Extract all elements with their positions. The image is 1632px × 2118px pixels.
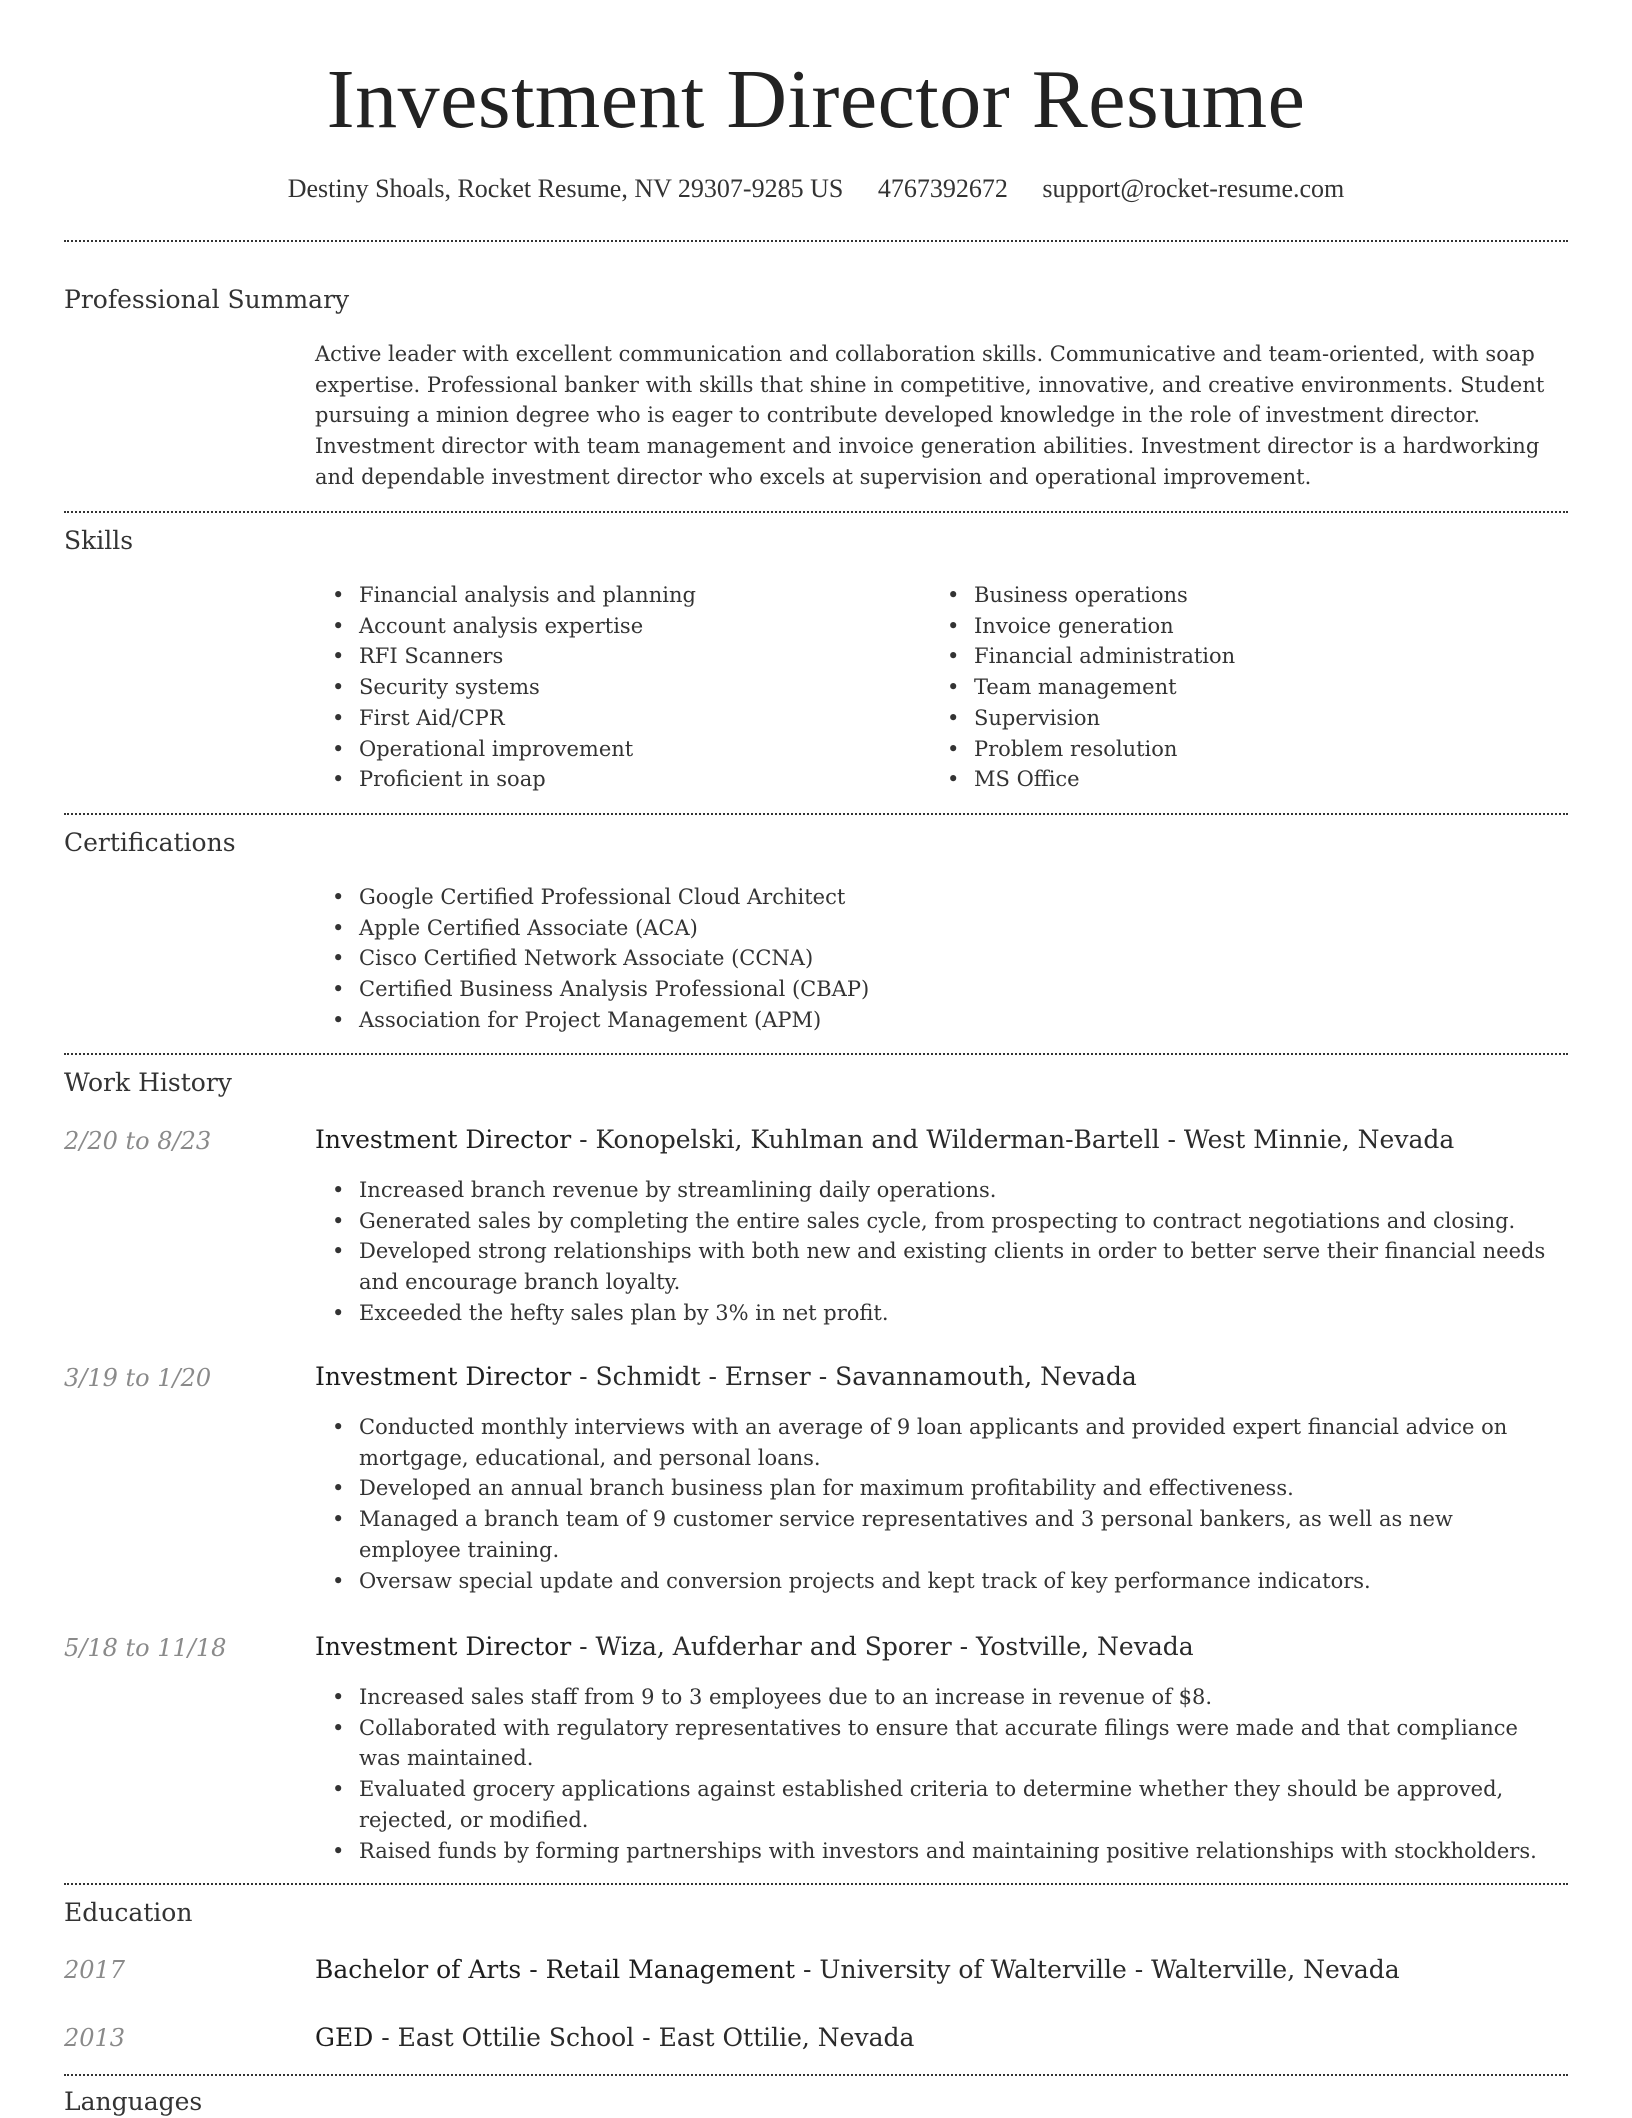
bullet-icon: •: [332, 613, 345, 638]
bullet-icon: •: [947, 767, 960, 792]
skill-item: • First Aid/CPR: [315, 703, 915, 734]
education-heading: Education: [64, 1898, 193, 1927]
contact-phone: 4767392672: [877, 174, 1008, 203]
bullet-icon: •: [332, 1715, 345, 1740]
skill-item: • Team management: [930, 672, 1530, 703]
bullet-icon: •: [332, 1208, 345, 1233]
bullet-icon: •: [332, 583, 345, 607]
summary-text: Active leader with excellent communication and collaboration skills. Communicative and team-oriented, with soap expertise. Professional banker with skills that shine in competitive, innovative, and creative environments. Student pursuing a minion degree who is eager to contribute developed knowledge in the role of investment director. Investment director with team management and invoice generation abilities. Investment director is a hardworking and dependable investment director who excels at supervision and operational improvement.: [315, 342, 1545, 489]
skill-item: • Proficient in soap: [315, 764, 915, 795]
job-bullet: • Increased sales staff from 9 to 3 employees due to an increase in revenue of $8.: [315, 1682, 1560, 1713]
bullet-icon: •: [332, 1476, 345, 1501]
bullet-icon: •: [332, 1415, 345, 1439]
skill-item: • Invoice generation: [930, 611, 1530, 642]
bullet-icon: •: [332, 915, 345, 940]
job-dates: 2/20 to 8/23: [64, 1127, 212, 1155]
skills-heading: Skills: [64, 526, 134, 555]
work-history-heading: Work History: [64, 1068, 232, 1097]
job-bullet: • Exceeded the hefty sales plan by 3% in net profit.: [315, 1298, 1560, 1329]
job-bullet: • Raised funds by forming partnerships with investors and maintaining positive relationships with stockholders.: [315, 1836, 1560, 1867]
skill-item: • Security systems: [315, 672, 915, 703]
skills-list-right: [930, 580, 1530, 795]
job-role: Investment Director: [315, 1125, 572, 1154]
bullet-icon: •: [947, 613, 960, 638]
education-year: 2017: [64, 1956, 126, 1984]
job-role: Investment Director: [315, 1632, 572, 1661]
bullet-icon: •: [332, 977, 345, 1002]
section-divider: [64, 511, 1568, 513]
bullet-icon: •: [332, 1239, 345, 1264]
job-bullet: • Increased branch revenue by streamlining daily operations.: [315, 1175, 1560, 1206]
skill-item: • Operational improvement: [315, 734, 915, 765]
certification-item: • Google Certified Professional Cloud Architect: [315, 882, 1555, 913]
section-divider: [64, 813, 1568, 815]
job-dates: 5/18 to 11/18: [64, 1634, 227, 1662]
job-employer: - Schmidt - Ernser - Savannamouth, Nevada: [571, 1362, 1137, 1391]
skills-list-left: [315, 580, 915, 795]
skill-item: • Account analysis expertise: [315, 611, 915, 642]
bullet-icon: •: [332, 1300, 345, 1325]
bullet-icon: •: [332, 1685, 345, 1709]
skill-item: • MS Office: [930, 764, 1530, 795]
skill-item: • Problem resolution: [930, 734, 1530, 765]
bullet-icon: •: [332, 736, 345, 761]
bullet-icon: •: [332, 885, 345, 909]
bullet-icon: •: [332, 1568, 345, 1593]
education-degree: Bachelor of Arts - Retail Management: [315, 1955, 796, 1984]
certification-item: • Association for Project Management (APM): [315, 1005, 1555, 1036]
job-bullet: • Developed an annual branch business plan for maximum profitability and effectiveness.: [315, 1473, 1560, 1504]
skill-item: • RFI Scanners: [315, 641, 915, 672]
section-divider: [64, 1883, 1568, 1885]
languages-heading: Languages: [64, 2087, 203, 2116]
job-employer: - Wiza, Aufderhar and Sporer - Yostville, Nevada: [571, 1632, 1194, 1661]
bullet-icon: •: [332, 1838, 345, 1863]
bullet-icon: •: [332, 675, 345, 700]
job-bullet: • Evaluated grocery applications against established criteria to determine whether they should be approved, rejected, or modified.: [315, 1774, 1560, 1835]
contact-line: [0, 172, 1632, 206]
certifications-list: [315, 882, 1555, 1036]
skill-item: • Supervision: [930, 703, 1530, 734]
education-degree: GED: [315, 2023, 374, 2052]
section-divider: [64, 2074, 1568, 2076]
bullet-icon: •: [332, 1507, 345, 1532]
certifications-heading: Certifications: [64, 828, 236, 857]
education-entry: [315, 2022, 914, 2054]
certification-item: • Cisco Certified Network Associate (CCNA): [315, 943, 1555, 974]
bullet-icon: •: [947, 736, 960, 761]
skill-item: • Business operations: [930, 580, 1530, 611]
bullet-icon: •: [947, 705, 960, 730]
education-year: 2013: [64, 2024, 126, 2052]
job-bullet: • Developed strong relationships with both new and existing clients in order to better serve their financial needs and encourage branch loyalty.: [315, 1236, 1560, 1297]
education-entry: [315, 1954, 1400, 1986]
job-bullet: • Conducted monthly interviews with an average of 9 loan applicants and provided expert financial advice on mortgage, educational, and personal loans.: [315, 1412, 1560, 1473]
bullet-icon: •: [947, 644, 960, 669]
job-employer: - Konopelski, Kuhlman and Wilderman-Bartell - West Minnie, Nevada: [571, 1125, 1455, 1154]
resume-title: Investment Director Resume: [326, 53, 1306, 146]
job-bullet: • Collaborated with regulatory representatives to ensure that accurate filings were made and that compliance was maintained.: [315, 1713, 1560, 1774]
skill-item: • Financial analysis and planning: [315, 580, 915, 611]
education-school: - East Ottilie School - East Ottilie, Nevada: [373, 2023, 915, 2052]
bullet-icon: •: [332, 705, 345, 730]
job-bullets: [315, 1175, 1560, 1329]
bullet-icon: •: [332, 946, 345, 971]
certification-item: • Apple Certified Associate (ACA): [315, 913, 1555, 944]
job-dates: 3/19 to 1/20: [64, 1364, 212, 1392]
bullet-icon: •: [332, 1178, 345, 1202]
bullet-icon: •: [947, 675, 960, 700]
job-header: [315, 1631, 1194, 1663]
job-bullets: [315, 1412, 1560, 1596]
job-bullet: • Generated sales by completing the entire sales cycle, from prospecting to contract negotiations and closing.: [315, 1206, 1560, 1237]
bullet-icon: •: [332, 644, 345, 669]
bullet-icon: •: [332, 767, 345, 792]
section-divider: [64, 1053, 1568, 1055]
job-role: Investment Director: [315, 1362, 572, 1391]
job-bullets: [315, 1682, 1560, 1866]
section-divider: [64, 240, 1568, 242]
bullet-icon: •: [332, 1777, 345, 1802]
job-header: [315, 1361, 1137, 1393]
education-school: - University of Walterville - Walterville, Nevada: [795, 1955, 1400, 1984]
summary-heading: Professional Summary: [64, 285, 350, 314]
job-bullet: • Oversaw special update and conversion projects and kept track of key performance indicators.: [315, 1566, 1560, 1597]
contact-email: support@rocket-resume.com: [1042, 174, 1345, 203]
bullet-icon: •: [947, 583, 960, 607]
bullet-icon: •: [332, 1007, 345, 1032]
job-header: [315, 1124, 1454, 1156]
certification-item: • Certified Business Analysis Professional (CBAP): [315, 974, 1555, 1005]
job-bullet: • Managed a branch team of 9 customer service representatives and 3 personal bankers, as well as new employee training.: [315, 1504, 1560, 1565]
contact-address: Destiny Shoals, Rocket Resume, NV 29307-9285 US: [287, 174, 844, 203]
skill-item: • Financial administration: [930, 641, 1530, 672]
